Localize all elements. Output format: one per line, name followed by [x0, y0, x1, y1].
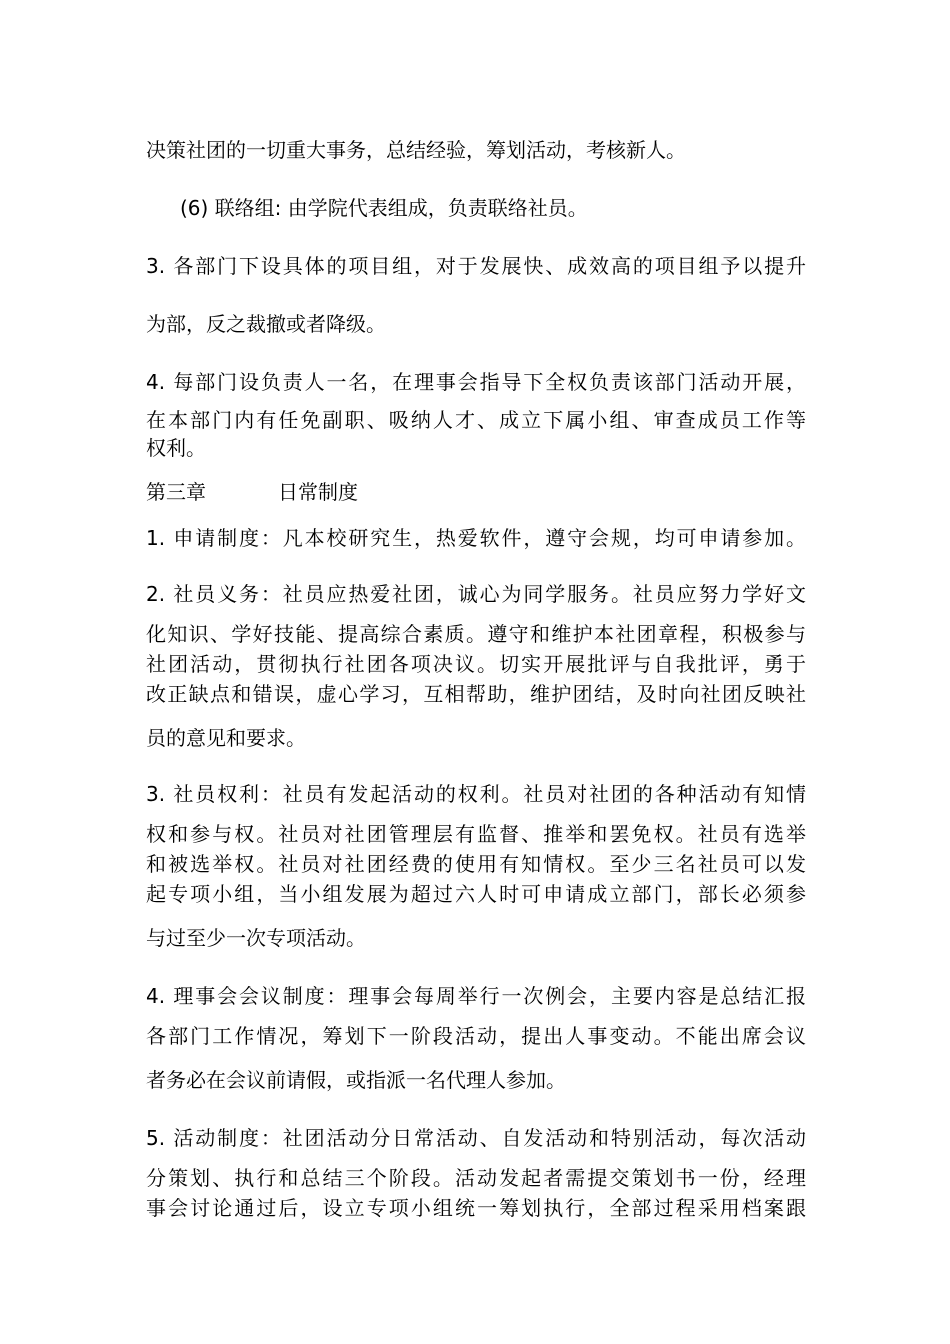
text-line: (6) 联络组: 由学院代表组成，负责联络社员。	[180, 196, 588, 220]
text-line: 权和参与权。社员对社团管理层有监督、推举和罢免权。社员有选举	[146, 822, 806, 846]
text-line: 各部门工作情况，筹划下一阶段活动，提出人事变动。不能出席会议	[146, 1024, 806, 1048]
chapter-heading	[146, 478, 358, 506]
text-line: 4. 每部门设负责人一名，在理事会指导下全权负责该部门活动开展，	[146, 370, 806, 394]
text-line: 和被选举权。社员对社团经费的使用有知情权。至少三名社员可以发	[146, 852, 806, 876]
text-line: 权利。	[146, 436, 206, 460]
text-line: 者务必在会议前请假，或指派一名代理人参加。	[146, 1068, 566, 1092]
text-line: 2. 社员义务：社员应热爱社团，诚心为同学服务。社员应努力学好文	[146, 582, 806, 606]
text-line: 分策划、执行和总结三个阶段。活动发起者需提交策划书一份，经理	[146, 1166, 806, 1190]
chapter-title: 日常制度	[278, 480, 358, 504]
text-line: 与过至少一次专项活动。	[146, 926, 366, 950]
chapter-number: 第三章	[146, 480, 206, 504]
text-line: 起专项小组，当小组发展为超过六人时可申请成立部门，部长必须参	[146, 882, 806, 906]
text-line: 为部，反之裁撤或者降级。	[146, 312, 386, 336]
text-line: 事会讨论通过后，设立专项小组统一筹划执行，全部过程采用档案跟	[146, 1196, 806, 1220]
text-line: 决策社团的一切重大事务，总结经验，筹划活动，考核新人。	[146, 138, 686, 162]
text-line: 3. 社员权利：社员有发起活动的权利。社员对社团的各种活动有知情	[146, 782, 806, 806]
text-line: 化知识、学好技能、提高综合素质。遵守和维护本社团章程，积极参与	[146, 622, 806, 646]
text-line: 改正缺点和错误，虚心学习，互相帮助，维护团结，及时向社团反映社	[146, 682, 806, 706]
text-line: 4. 理事会会议制度：理事会每周举行一次例会，主要内容是总结汇报	[146, 984, 806, 1008]
text-line: 社团活动，贯彻执行社团各项决议。切实开展批评与自我批评，勇于	[146, 652, 806, 676]
text-line: 员的意见和要求。	[146, 726, 306, 750]
text-line: 5. 活动制度：社团活动分日常活动、自发活动和特别活动，每次活动	[146, 1126, 806, 1150]
text-line: 在本部门内有任免副职、吸纳人才、成立下属小组、审查成员工作等	[146, 408, 806, 432]
text-line: 3. 各部门下设具体的项目组，对于发展快、成效高的项目组予以提升	[146, 254, 806, 278]
text-line: 1. 申请制度：凡本校研究生，热爱软件，遵守会规，均可申请参加。	[146, 526, 806, 550]
